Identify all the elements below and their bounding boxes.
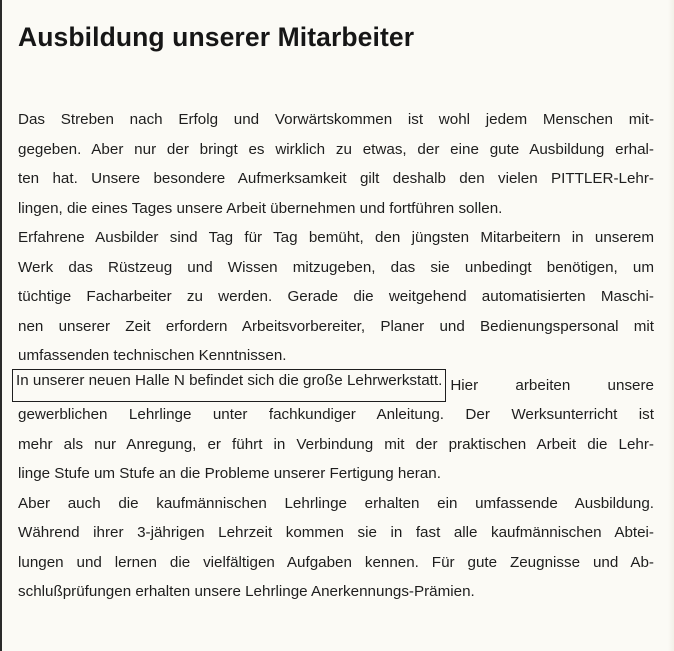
paragraph-2 [18, 223, 654, 371]
text-line: gewerblichen Lehrlinge unter fachkundiger Anleitung. Der Werksunterricht ist [18, 406, 654, 423]
text-line: ten hat. Unsere besondere Aufmerksamkeit gilt deshalb den vielen PITTLER-Lehr- [18, 170, 654, 187]
text-line: gegeben. Aber nur der bringt es wirklich zu etwas, der eine gute Ausbildung erhal- [18, 140, 654, 158]
text-line: Aber auch die kaufmännischen Lehrlinge erhalten ein umfassende Ausbildung. [18, 494, 654, 512]
text-line: lungen und lernen die vielfältigen Aufgaben kennen. Für gute Zeugnisse und Ab- [18, 553, 654, 571]
page-right-edge [668, 0, 674, 651]
body-text [18, 105, 654, 607]
text-line-highlighted [18, 371, 654, 401]
text-line: tüchtige Facharbeiter zu werden. Gerade die weitgehend automatisierten Maschi- [18, 288, 654, 305]
paragraph-4 [18, 489, 654, 607]
text-line: linge Stufe um Stufe an die Probleme unserer Fertigung heran. [18, 465, 441, 482]
text-line: schlußprüfungen erhalten unsere Lehrlinge Anerkennungs-Prämien. [18, 583, 475, 600]
text-line-rest: Hier arbeiten unsere [450, 376, 654, 394]
paragraph-3 [18, 371, 654, 489]
text-line: umfassenden technischen Kenntnissen. [18, 347, 287, 364]
text-line: Werk das Rüstzeug und Wissen mitzugeben, das sie unbedingt benötigen, um [18, 258, 654, 276]
highlight-box: In unserer neuen Halle N befindet sich die große Lehrwerkstatt. [14, 371, 444, 401]
text-line: Das Streben nach Erfolg und Vorwärtskommen ist wohl jedem Menschen mit- [18, 111, 654, 128]
text-line: mehr als nur Anregung, er führt in Verbindung mit der praktischen Arbeit die Lehr- [18, 435, 654, 453]
text-line: Während ihrer 3-jährigen Lehrzeit kommen sie in fast alle kaufmännischen Abtei- [18, 524, 654, 541]
paragraph-1 [18, 105, 654, 223]
text-line: lingen, die eines Tages unsere Arbeit übernehmen und fortführen sollen. [18, 199, 503, 217]
text-line: nen unserer Zeit erfordern Arbeitsvorbereiter, Planer und Bedienungspersonal mit [18, 317, 654, 335]
page-left-edge [0, 0, 2, 651]
page-title: Ausbildung unserer Mitarbeiter [18, 22, 415, 52]
text-line: Erfahrene Ausbilder sind Tag für Tag bemüht, den jüngsten Mitarbeitern in unserem [18, 229, 654, 246]
